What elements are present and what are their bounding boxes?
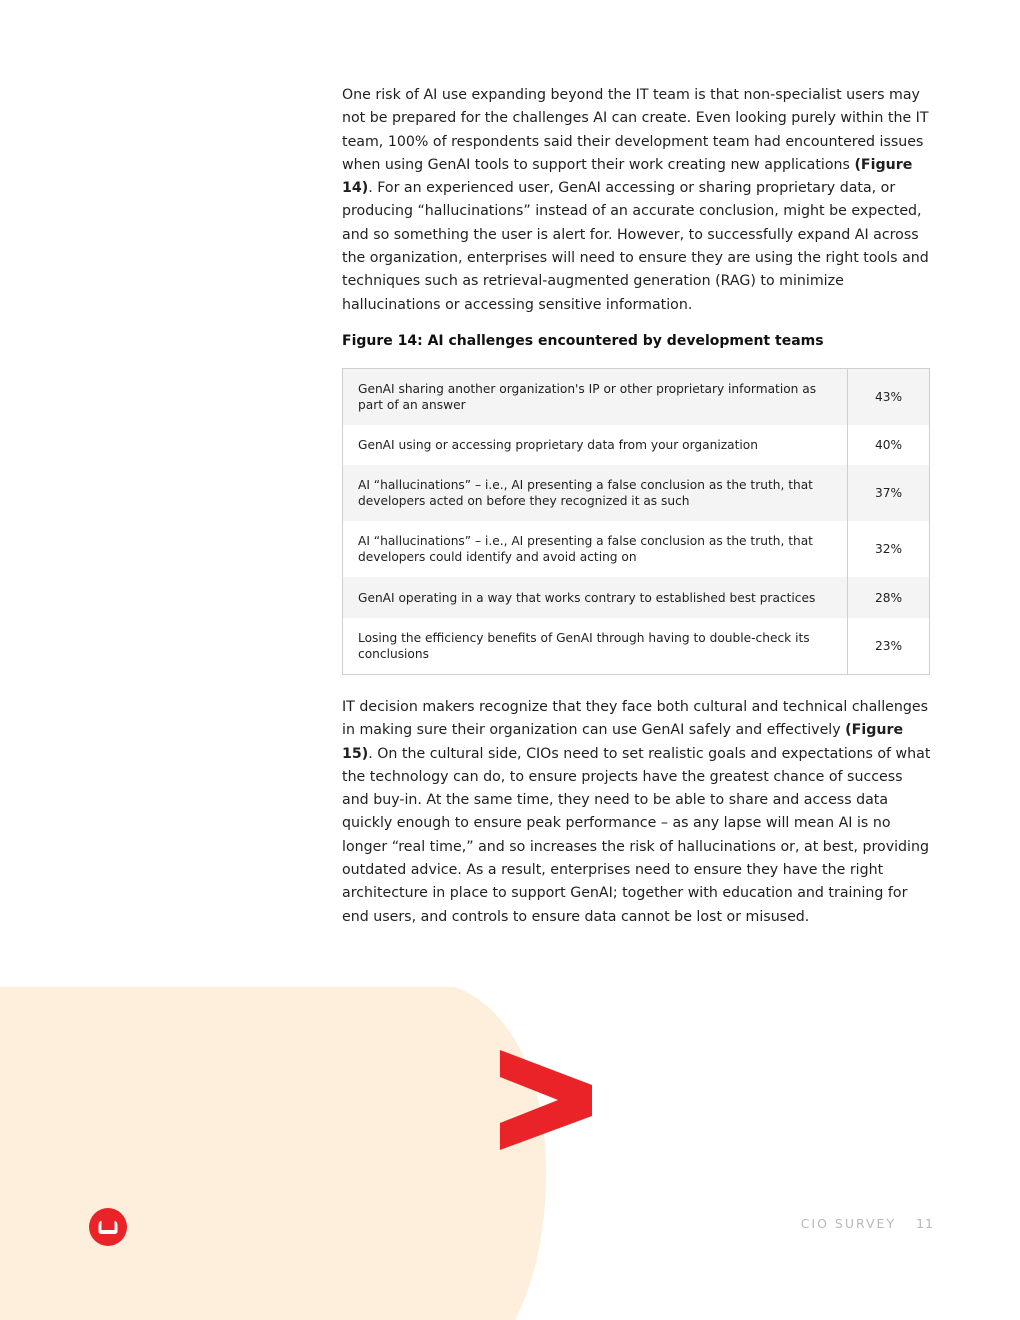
row-value: 43% (848, 368, 930, 425)
page-footer (801, 1216, 934, 1231)
intro-text-a: One risk of AI use expanding beyond the IT team is that non-specialist users may not be prepared for the challenges AI can create. Even looking purely within the IT team, 100% of respondents said their development team had encountered issues when using GenAI tools to support their work creating new applications (342, 87, 929, 173)
decorative-cream-shape (0, 987, 546, 1320)
row-value: 28% (848, 577, 930, 618)
table-row (343, 577, 930, 618)
closing-text-b: . On the cultural side, CIOs need to set realistic goals and expectations of what the technology can do, to ensure projects have the greatest chance of success and buy-in. At the same time, they need to be able to share and access data quickly enough to ensure peak performance – as any lapse will mean AI is no longer “real time,” and so increases the risk of hallucinations or, at best, providing outdated advice. As a result, enterprises need to ensure they have the right architecture in place to support GenAI; together with education and training for end users, and controls to ensure data cannot be lost or misused. (342, 745, 931, 925)
row-value: 23% (848, 618, 930, 674)
table-row (343, 368, 930, 425)
footer-label: CIO SURVEY (800, 1216, 897, 1231)
intro-paragraph (342, 84, 932, 317)
table-row (343, 618, 930, 674)
figure-15-reference: (Figure 15) (342, 722, 904, 762)
figure-title: Figure 14: AI challenges encountered by development teams (342, 332, 824, 349)
row-label: GenAI sharing another organization's IP or other proprietary information as part of an answer (343, 368, 848, 425)
table-row (343, 425, 930, 465)
intro-text-b: . For an experienced user, GenAI accessing or sharing proprietary data, or producing “hallucinations” instead of an accurate conclusion, might be expected, and so something the user is alert for. However, to successfully expand AI across the organization, enterprises will need to ensure they are using the right tools and techniques such as retrieval-augmented generation (RAG) to minimize hallucinations or accessing sensitive information. (342, 180, 929, 313)
row-label: AI “hallucinations” – i.e., AI presenting a false conclusion as the truth, that developers could identify and avoid acting on (343, 521, 848, 577)
closing-paragraph (342, 696, 932, 929)
row-value: 37% (848, 465, 930, 521)
page-number: 11 (916, 1216, 934, 1231)
table-row (343, 465, 930, 521)
figure-14-reference: (Figure 14) (342, 156, 913, 197)
chevron-right-icon (498, 1048, 594, 1156)
row-label: Losing the efficiency benefits of GenAI through having to double-check its conclusions (343, 618, 848, 674)
row-value: 40% (848, 425, 930, 465)
row-value: 32% (848, 521, 930, 577)
row-label: GenAI using or accessing proprietary data from your organization (343, 425, 848, 465)
couchbase-logo-icon (89, 1208, 127, 1246)
row-label: AI “hallucinations” – i.e., AI presenting a false conclusion as the truth, that developers acted on before they recognized it as such (343, 465, 848, 521)
main-content (342, 84, 932, 929)
table-row (343, 521, 930, 577)
figure-table (342, 368, 930, 675)
row-label: GenAI operating in a way that works contrary to established best practices (343, 577, 848, 618)
closing-text-a: IT decision makers recognize that they face both cultural and technical challenges in making sure their organization can use GenAI safely and effectively (342, 698, 929, 739)
